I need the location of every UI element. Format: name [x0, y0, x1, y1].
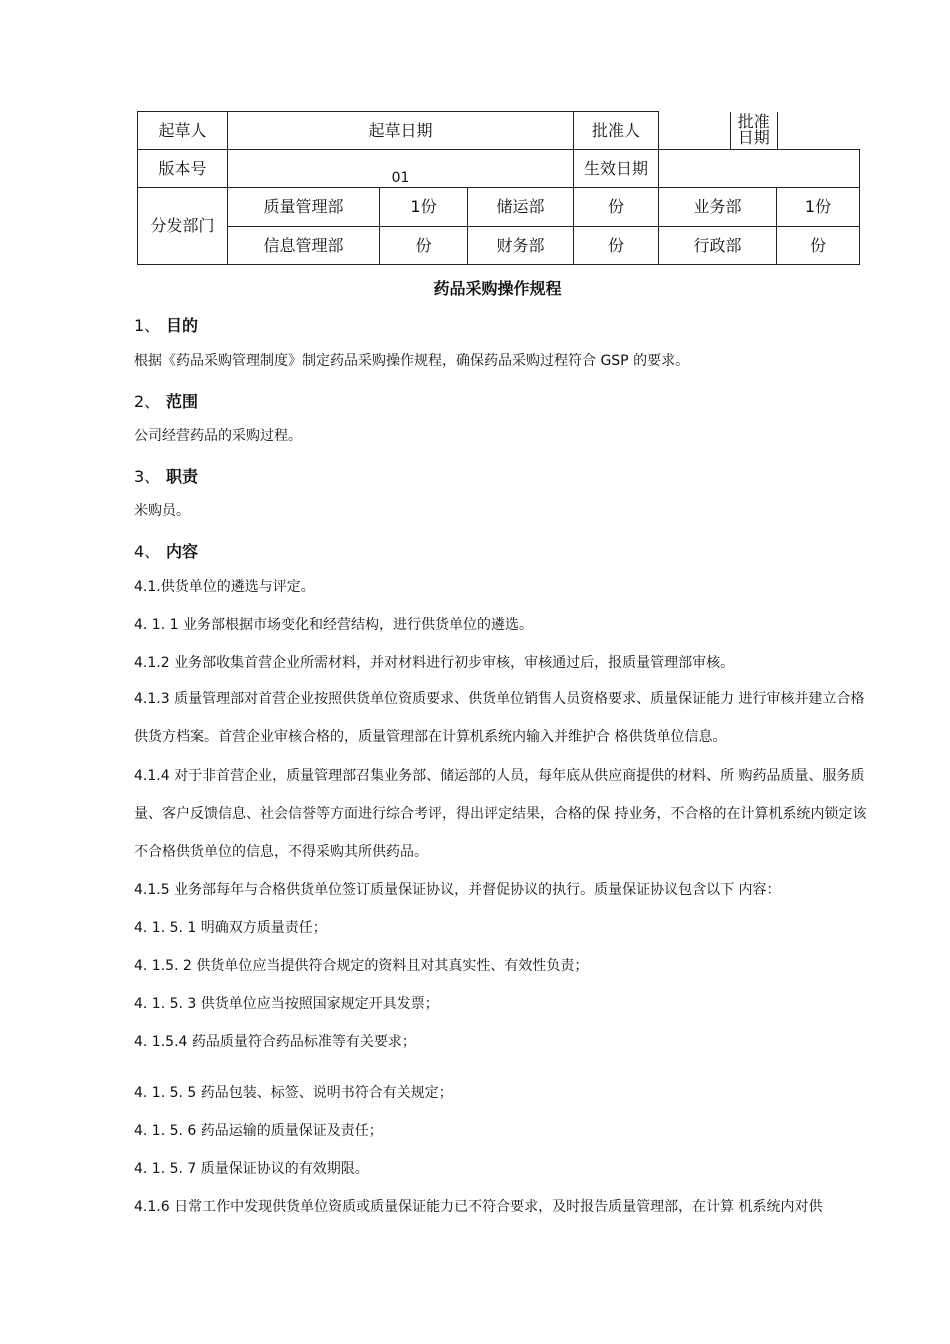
section-title: 内容: [166, 542, 199, 561]
section-number: 2、: [134, 392, 161, 411]
dept-name: 业务部: [659, 188, 777, 227]
approver-value: [659, 112, 731, 149]
dept-copies: 份: [380, 227, 468, 265]
content-paragraph: 4.1.5 业务部每年与合格供货单位签订质量保证协议，并督促协议的执行。质量保证协议包含以下 内容：: [134, 882, 781, 898]
content-paragraph: 4. 1. 5. 6 药品运输的质量保证及责任；: [134, 1123, 383, 1139]
section-number: 1、: [134, 316, 161, 335]
content-paragraph: 4. 1.5. 2 供货单位应当提供符合规定的资料且对其真实性、有效性负责；: [134, 958, 589, 974]
approver-label: 批准人: [574, 112, 659, 150]
dept-name: 信息管理部: [228, 227, 380, 265]
version-label: 版本号: [138, 150, 228, 188]
content-paragraph: 4.1.6 日常工作中发现供货单位资质或质量保证能力已不符合要求，及时报告质量管理部，在计算 机系统内对供: [134, 1199, 823, 1215]
content-paragraph: 4.1.供货单位的遴选与评定。: [134, 579, 315, 595]
section-number: 3、: [134, 467, 161, 486]
document-title: 药品采购操作规程: [433, 279, 562, 298]
effective-date-label: 生效日期: [574, 150, 659, 188]
section-text: 根据《药品采购管理制度》制定药品采购操作规程，确保药品采购过程符合 GSP 的要求。: [134, 353, 690, 369]
version-value: 01: [391, 170, 410, 186]
content-paragraph: 4. 1. 5. 7 质量保证协议的有效期限。: [134, 1161, 369, 1177]
section-text: 米购员。: [134, 503, 190, 519]
content-paragraph: 4.1.2 业务部收集首营企业所需材料，并对材料进行初步审核，审核通过后，报质量管理部审核。: [134, 655, 735, 671]
drafter-label: 起草人: [138, 112, 228, 150]
section-title: 目的: [166, 316, 199, 335]
section-title: 职责: [166, 467, 199, 486]
dept-copies: 份: [777, 227, 860, 265]
content-paragraph: 4. 1. 5. 3 供货单位应当按照国家规定开具发票；: [134, 996, 439, 1012]
section-title: 范围: [166, 392, 199, 411]
dept-name: 财务部: [468, 227, 574, 265]
section-heading: [134, 539, 198, 562]
approval-date-value: [777, 112, 860, 149]
dept-name: 储运部: [468, 188, 574, 227]
content-paragraph: 4. 1.5.4 药品质量符合药品标准等有关要求；: [134, 1034, 416, 1050]
section-heading: [134, 313, 198, 336]
content-paragraph: 4. 1. 5. 1 明确双方质量责任；: [134, 920, 327, 936]
draft-date-label: 起草日期: [228, 112, 574, 150]
document-control-table: [137, 111, 860, 265]
section-text: 公司经营药品的采购过程。: [134, 428, 302, 444]
dept-name: 行政部: [659, 227, 777, 265]
effective-date-value: [659, 150, 860, 188]
dept-copies: 1份: [380, 188, 468, 227]
section-heading: [134, 389, 198, 412]
dept-copies: 1份: [777, 188, 860, 227]
distribution-label: 分发部门: [138, 188, 228, 265]
content-paragraph: 4. 1. 5. 5 药品包装、标签、说明书符合有关规定；: [134, 1085, 453, 1101]
dept-copies: 份: [574, 227, 659, 265]
content-paragraph: 4.1.3 质量管理部对首营企业按照供货单位资质要求、供货单位销售人员资格要求、质量保证能力 进行审核并建立合格供货方档案。首营企业审核合格的，质量管理部在计算机系统内输入并维护合 格供货单位信息。: [134, 691, 865, 745]
dept-name: 质量管理部: [228, 188, 380, 227]
dept-copies: 份: [574, 188, 659, 227]
approval-date-label: 批准日期: [731, 112, 778, 149]
version-cell: [228, 150, 574, 188]
content-paragraph: 4.1.4 对于非首营企业，质量管理部召集业务部、储运部的人员，每年底从供应商提供的材料、所 购药品质量、服务质量、客户反馈信息、社会信誉等方面进行综合考评，得出评定结果，合格的保 持业务，不合格的在计算机系统内锁定该不合格供货单位的信息，不得采购其所供药品。: [134, 768, 867, 860]
section-heading: [134, 464, 198, 487]
content-paragraph: 4. 1. 1 业务部根据市场变化和经营结构，进行供货单位的遴选。: [134, 617, 533, 633]
section-number: 4、: [134, 542, 161, 561]
